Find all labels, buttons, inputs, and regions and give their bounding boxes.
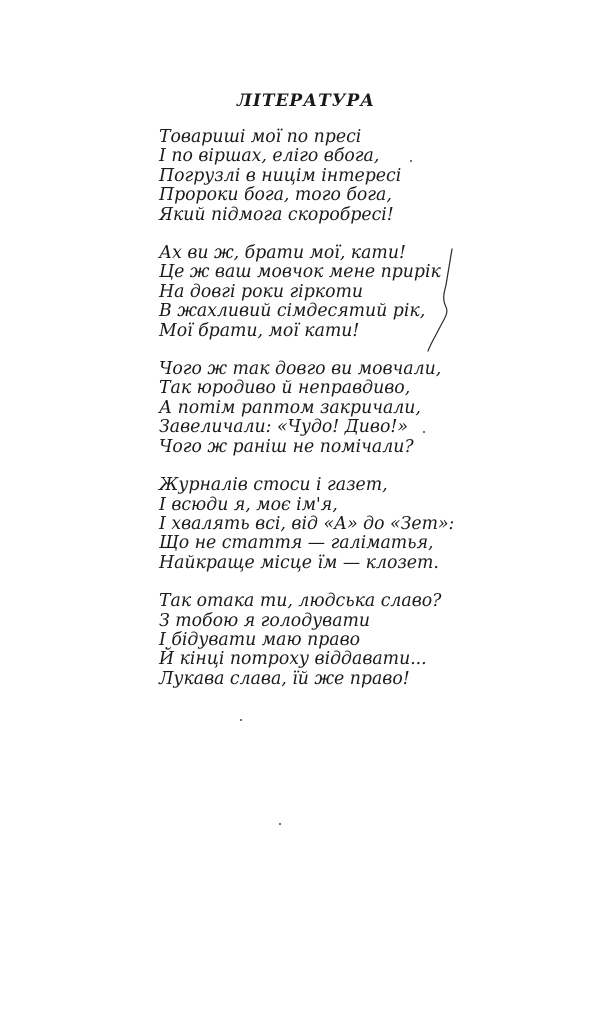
handwritten-bracket-mark [422,247,462,357]
stanza-2 [159,244,459,341]
poem-line: Завеличали: «Чудо! Диво!» [159,417,408,438]
stanza-4 [159,476,459,573]
poem-line: Мої брати, мої кати! [159,320,360,341]
poem-line: І по віршах, еліго вбога, [159,146,380,167]
poem-line: Й кінці потроху віддавати... [159,649,427,670]
poem-line: Найкраще місце їм — клозет. [159,552,439,573]
poem-line: Лукава слава, їй же право! [159,668,410,689]
poem-line: Який підмога скоробресі! [159,204,394,225]
stanza-5 [159,592,459,689]
poem-line: А потім раптом закричали, [159,397,421,418]
poem-line: І хвалять всі, від «А» до «Зет»: [159,513,455,534]
poem-line: Що не стаття — галіматья, [159,533,434,554]
poem-line: На довгі роки гіркоти [159,281,364,302]
poem-line: Це ж ваш мовчок мене прирік [159,262,441,283]
poem-line: Чого ж так довго ви мовчали, [159,359,442,380]
poem-body [159,128,459,708]
poem-line: Журналів стоси і газет, [159,475,388,496]
poem-line: І бідувати маю право [159,629,361,650]
scan-speck [240,719,242,721]
poem-line: Чого ж раніш не помічали? [159,436,414,457]
poem-line: Пророки бога, того бога, [159,185,392,206]
poem-line: Товариші мої по пресі [159,127,362,147]
poem-line: З тобою я голодувати [159,610,371,631]
scan-speck [410,160,412,162]
scan-speck [423,431,425,433]
poem-line: Так отака ти, людська славо? [159,591,442,612]
poem-title: ЛІТЕРАТУРА [236,91,376,111]
poem-line: В жахливий сімдесятий рік, [159,301,426,322]
poem-line: Ах ви ж, брати мої, кати! [159,243,406,264]
scan-speck [279,823,281,825]
poem-line: Погрузлі в ницім інтересі [159,165,402,186]
poem-line: Так юродиво й неправдиво, [159,378,411,399]
poem-line: І всюди я, моє ім'я, [159,494,338,515]
stanza-1 [159,128,459,225]
stanza-3 [159,360,459,457]
